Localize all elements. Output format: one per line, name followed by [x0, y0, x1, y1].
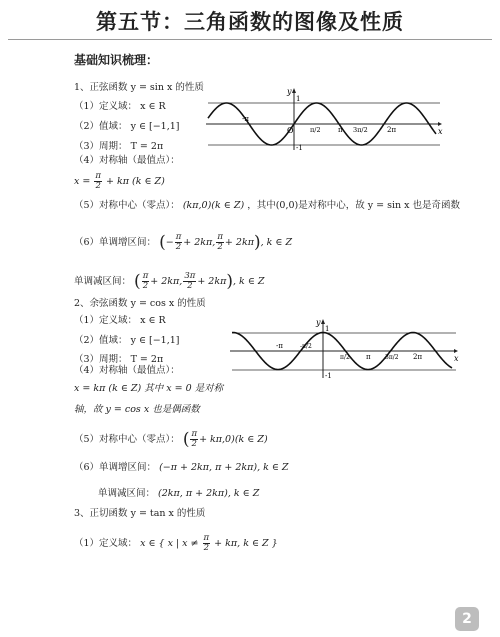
fraction-num: π — [142, 271, 149, 281]
fraction — [142, 272, 150, 291]
sin-label-neg-one: -1 — [296, 144, 303, 152]
cos-inc-label: （6）单调增区间： — [74, 462, 157, 473]
bracket: ( — [134, 271, 141, 292]
sin-center-formula: (kπ,0)(k ∈ Z) — [182, 200, 245, 211]
cos-x-arrow — [454, 349, 458, 353]
fraction-num: π — [95, 171, 101, 181]
cos-label-pi: π — [366, 353, 371, 361]
tan-header: 3、正切函数 y = tan x 的性质 — [74, 508, 206, 519]
tan-domain-post: + kπ, k ∈ Z } — [214, 538, 278, 549]
fraction — [203, 534, 211, 553]
bracket: ( — [159, 232, 166, 253]
cos-axis-formula-2: 轴，故 y = cos x 也是偶函数 — [74, 404, 200, 415]
sin-inc-label: （6）单调增区间： — [74, 237, 157, 248]
cos-label-two-pi: 2π — [413, 353, 423, 361]
fraction — [94, 172, 102, 191]
fraction-num: π — [191, 429, 198, 439]
sin-label-three-pi-half: 3π/2 — [353, 126, 368, 134]
sin-axis-formula — [74, 172, 165, 191]
fraction-den: 2 — [217, 242, 223, 252]
fraction — [183, 272, 196, 291]
sin-increasing: （6）单调增区间： (− $\frac{\pi}{2}$ + 2kπ, $\frac{\pi}{2}$ + 2kπ), k ∈ Z — [74, 232, 293, 253]
sin-center-label: （5）对称中心（零点）： — [74, 200, 180, 211]
cos-label-pi-half: π/2 — [340, 354, 350, 361]
page-title: 第五节：三角函数的图像及性质 — [96, 10, 404, 34]
sin-domain: （1）定义域： x ∈ R — [74, 101, 166, 112]
sin-range: （2）值域： y ∈ [−1,1] — [74, 121, 180, 132]
cos-center — [74, 430, 268, 449]
sin-x-arrow — [438, 122, 442, 126]
cos-y-arrow — [321, 319, 325, 324]
sin-label-pi-half: π/2 — [310, 126, 321, 134]
sin-dec-label: 单调减区间： — [74, 276, 132, 287]
cos-label-x: x — [454, 354, 459, 363]
bracket: ) — [226, 271, 233, 292]
fraction-num: π — [175, 232, 182, 242]
sin-label-pi: π — [338, 126, 343, 134]
section-heading: 基础知识梳理： — [74, 53, 159, 67]
fraction-den: 2 — [191, 439, 197, 449]
cos-center-label: （5）对称中心（零点）： — [74, 434, 180, 445]
fraction-den: 2 — [95, 181, 101, 191]
page-number-badge: 2 — [455, 607, 479, 631]
cos-increasing — [74, 462, 289, 474]
cos-axis-formula: x = kπ (k ∈ Z) 其中 x = 0 是对称 — [74, 383, 224, 394]
sin-axis-formula-post: + kπ (k ∈ Z) — [106, 176, 165, 187]
cos-range: （2）值域： y ∈ [−1,1] — [74, 335, 180, 346]
cos-decreasing — [98, 488, 259, 500]
sin-dec-post: , k ∈ Z — [233, 276, 265, 287]
sin-label-two-pi: 2π — [387, 126, 397, 134]
tan-domain — [74, 534, 278, 553]
fraction-den: 2 — [203, 543, 210, 553]
sin-axis-formula-pre: x = — [74, 176, 91, 187]
sin-header: 1、正弦函数 y = sin x 的性质 — [74, 82, 204, 93]
sine-graph — [204, 86, 444, 152]
cos-inc-formula: (−π + 2kπ, π + 2kπ), k ∈ Z — [159, 462, 289, 473]
cos-domain: （1）定义域： x ∈ R — [74, 315, 166, 326]
sin-y-arrow — [292, 88, 296, 93]
fraction-den: 2 — [142, 281, 149, 291]
sin-center — [74, 200, 460, 212]
sin-inc-post: , k ∈ Z — [260, 237, 293, 248]
sin-label-x: x — [438, 127, 443, 136]
cos-label-one: 1 — [325, 325, 330, 333]
tan-domain-label: （1）定义域： — [74, 538, 138, 549]
cos-center-post: + kπ,0)(k ∈ Z) — [199, 434, 268, 445]
cos-label-three-pi-half: 3π/2 — [385, 354, 399, 361]
sin-axis-label: （4）对称轴（最值点）： — [74, 155, 180, 166]
tan-domain-pre: x ∈ { x | x ≠ — [140, 538, 199, 549]
fraction-den: 2 — [175, 242, 182, 252]
bracket: ( — [182, 429, 190, 450]
sin-period: （3）周期： T = 2π — [74, 141, 164, 152]
fraction-num: 3π — [184, 271, 196, 281]
sin-label-one: 1 — [296, 95, 301, 103]
bracket: ) — [253, 232, 261, 253]
sin-decreasing: 单调减区间： ( $\frac{\pi}{2}$ + 2kπ, $\frac{3\pi}{2}$ + 2kπ), k ∈ Z — [74, 271, 265, 292]
cos-axis-label: （4）对称轴（最值点）： — [74, 365, 180, 376]
fraction-num: π — [217, 232, 223, 242]
cos-dec-formula: (2kπ, π + 2kπ), k ∈ Z — [158, 488, 260, 499]
cos-label-neg-pi: -π — [276, 342, 283, 350]
fraction — [175, 233, 183, 252]
title-divider — [8, 39, 492, 40]
sin-label-origin: O — [287, 126, 294, 135]
fraction-num: π — [203, 533, 210, 543]
cos-dec-label: 单调减区间： — [98, 488, 156, 499]
cos-label-neg-pi-half: -π/2 — [300, 343, 312, 350]
fraction — [216, 233, 224, 252]
cosine-graph — [228, 318, 460, 380]
cos-label-neg-one: -1 — [325, 372, 332, 380]
fraction — [190, 430, 198, 449]
sin-label-y: y — [287, 87, 292, 96]
cos-label-y: y — [316, 318, 321, 327]
fraction-den: 2 — [187, 281, 193, 291]
sin-center-note: ，其中(0,0)是对称中心，故 y = sin x 也是奇函数 — [247, 200, 461, 211]
sin-label-neg-pi: -π — [242, 115, 249, 123]
cos-header: 2、余弦函数 y = cos x 的性质 — [74, 298, 206, 309]
cos-period: （3）周期： T = 2π — [74, 354, 164, 365]
